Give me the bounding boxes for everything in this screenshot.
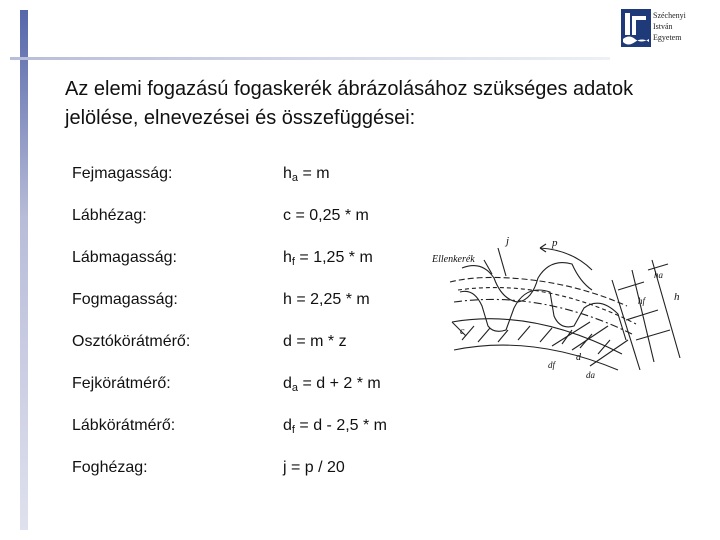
- university-logo: [620, 8, 716, 56]
- term-label: Fogmagasság:: [72, 291, 178, 308]
- term-formula: $h_a = m$: [283, 165, 330, 184]
- logo-line-3: Egyetem: [653, 33, 682, 42]
- term-label: Foghézag:: [72, 459, 148, 476]
- label-da: da: [586, 370, 595, 380]
- logo-text: [653, 10, 686, 43]
- term-label: Lábmagasság:: [72, 249, 177, 266]
- label-d: d: [576, 352, 581, 363]
- label-df: df: [548, 360, 556, 370]
- header-divider: [10, 57, 610, 60]
- label-j: j: [506, 235, 510, 247]
- term-label: Lábhézag:: [72, 207, 147, 224]
- term-formula: $d_a = d + 2 * m$: [283, 375, 381, 394]
- term-formula: $h_f = 1,25 * m$: [283, 249, 373, 268]
- term-formula: d = m * z: [283, 333, 347, 350]
- label-h: h: [674, 291, 680, 303]
- term-label: Fejkörátmérő:: [72, 375, 171, 392]
- term-formula: c = 0,25 * m: [283, 207, 369, 224]
- term-label: Osztókörátmérő:: [72, 333, 191, 350]
- term-label: Lábkörátmérő:: [72, 417, 176, 434]
- label-ha: ha: [654, 270, 663, 280]
- gear-tooth-diagram-icon: [422, 230, 690, 395]
- logo-line-2: István: [653, 22, 673, 31]
- term-formula: $d_f = d - 2,5 * m$: [283, 417, 388, 436]
- term-formula: h = 2,25 * m: [283, 291, 370, 308]
- term-label: Fejmagasság:: [72, 165, 173, 182]
- label-counter-gear: Ellenkerék: [432, 254, 475, 265]
- label-p: p: [552, 237, 558, 249]
- label-hf: hf: [638, 296, 646, 306]
- page-title: Az elemi fogazású fogaskerék ábrázolásához szükséges adatok jelölése, elnevezései és összefüggései:: [65, 78, 634, 129]
- university-logo-icon: [620, 8, 652, 48]
- term-formula: j = p / 20: [283, 459, 345, 476]
- left-accent-bar: [20, 10, 28, 530]
- label-c: c: [460, 326, 465, 337]
- logo-line-1: Széchenyi: [653, 11, 686, 20]
